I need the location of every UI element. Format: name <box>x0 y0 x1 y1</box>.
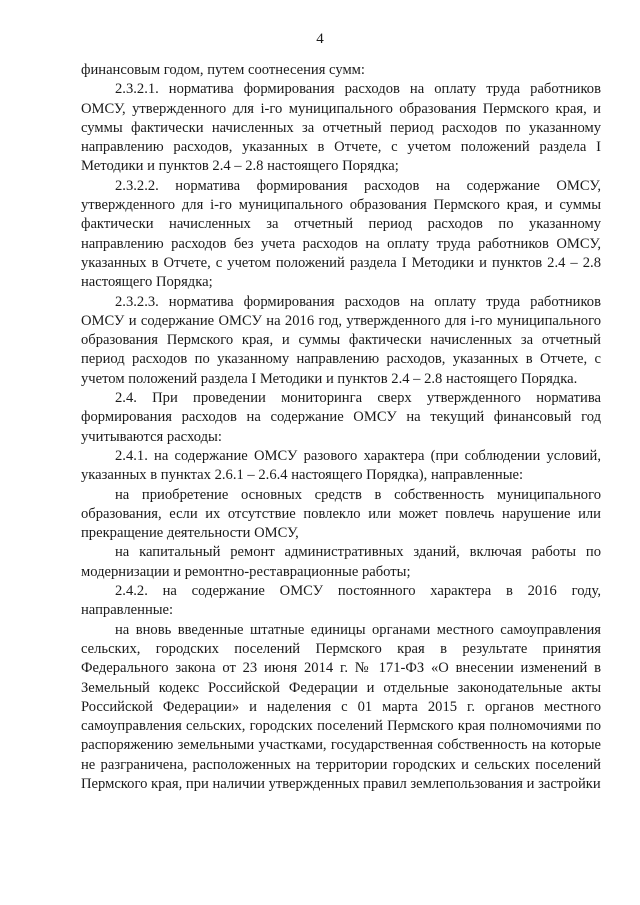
document-body <box>81 61 601 794</box>
paragraph-2-4-2: 2.4.2. на содержание ОМСУ постоянного характера в 2016 году, направленные: <box>81 583 601 619</box>
paragraph-continuation: финансовым годом, путем соотнесения сумм: <box>81 62 365 78</box>
paragraph-2-4-1: 2.4.1. на содержание ОМСУ разового характера (при соблюдении условий, указанных в пунктах 2.6.1 – 2.6.4 настоящего Порядка), направленные: <box>81 447 601 484</box>
page-number: 4 <box>316 31 324 47</box>
paragraph-2-4: 2.4. При проведении мониторинга сверх утвержденного норматива формирования расходов на содержание ОМСУ на текущий финансовый год учитываются расходы: <box>81 390 601 445</box>
paragraph-capital-repair: на капитальный ремонт административных зданий, включая работы по модернизации и ремонтно-реставрационные работы; <box>81 544 601 580</box>
paragraph-new-staff-units: на вновь введенные штатные единицы органами местного самоуправления сельских, городских поселений Пермского края в результате принятия Федерального закона от 23 июня 2014 г. № 171-ФЗ «О внесении изменений в Земельный кодекс Российской Федерации и отдельные законодательные акты Российской Федерации» и наделения с 01 марта 2015 г. органов местного самоуправления сельских, городских поселений Пермского края полномочиями по распоряжению земельными участками, государственная собственность на которые не разграничена, расположенных на территории городских и сельских поселений Пермского края, при наличии утвержденных правил землепользования и застройки <box>81 621 601 792</box>
paragraph-fixed-assets: на приобретение основных средств в собственность муниципального образования, если их отсутствие повлекло или может повлечь нарушение или прекращение деятельности ОМСУ, <box>81 486 601 542</box>
paragraph-2-3-2-3: 2.3.2.3. норматива формирования расходов на оплату труда работников ОМСУ и содержание ОМСУ на 2016 год, утвержденного для i-го муниципального образования Пермского края, и суммы фактически начисленных за отчетный период расходов по указанному направлению расходов, указанных в Отчете, с учетом положений раздела I Методики и пунктов 2.4 – 2.8 настоящего Порядка. <box>81 293 601 387</box>
paragraph-2-3-2-2: 2.3.2.2. норматива формирования расходов на содержание ОМСУ, утвержденного для i-го муниципального образования Пермского края, и суммы фактически начисленных за отчетный период расходов по указанному направлению расходов без учета расходов на оплату труда работников ОМСУ, указанных в Отчете, с учетом положений раздела I Методики и пунктов 2.4 – 2.8 настоящего Порядка; <box>81 177 601 291</box>
paragraph-2-3-2-1: 2.3.2.1. норматива формирования расходов на оплату труда работников ОМСУ, утвержденного для i-го муниципального образования Пермского края, и суммы фактически начисленных за отчетный период расходов по указанному направлению расходов, указанных в Отчете, с учетом положений раздела I Методики и пунктов 2.4 – 2.8 настоящего Порядка; <box>81 81 601 175</box>
